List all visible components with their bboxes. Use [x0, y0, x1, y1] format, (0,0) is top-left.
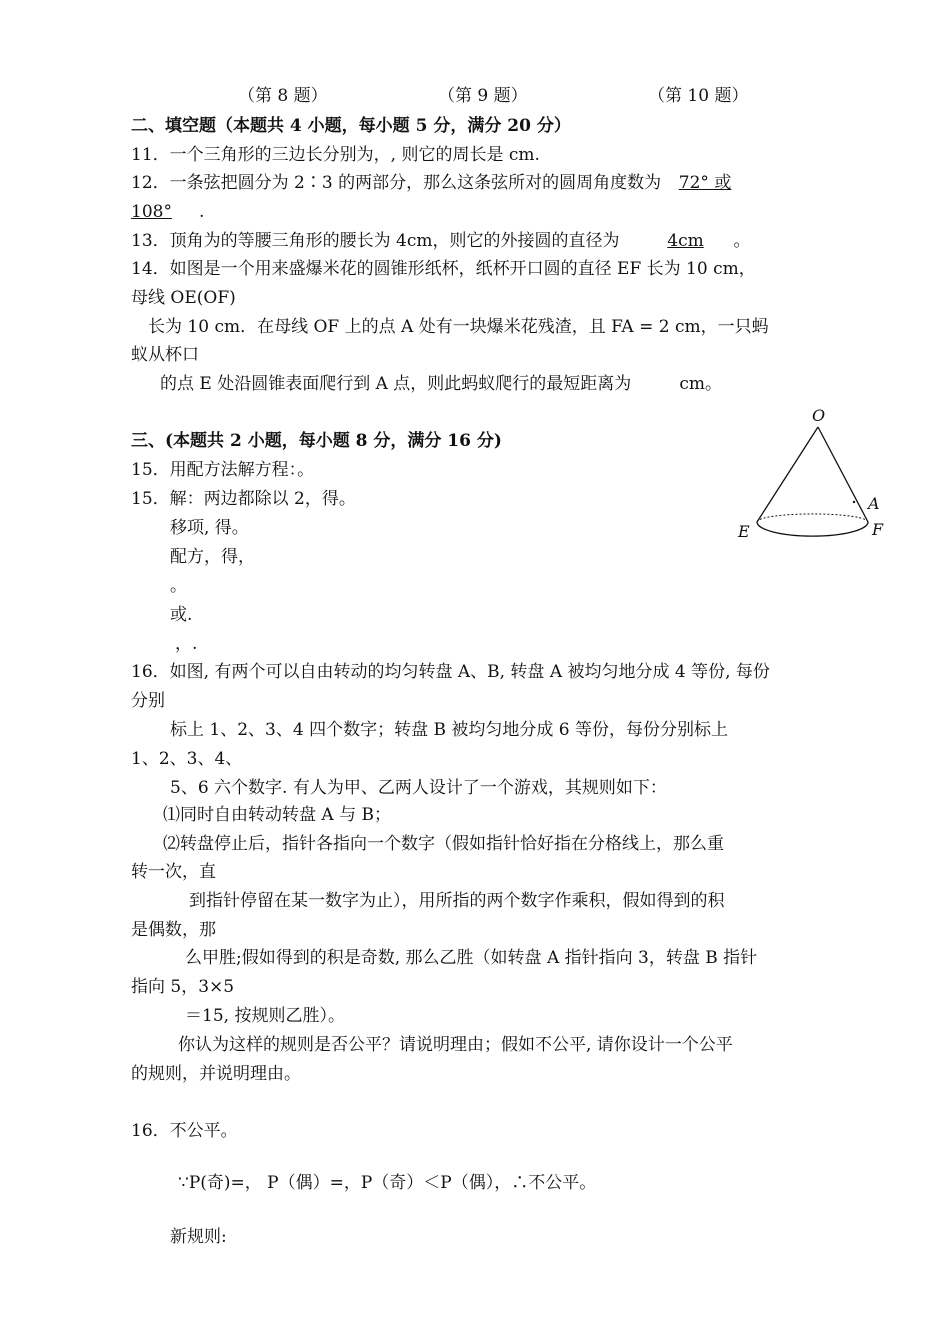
question-14-line2: 母线 OE(OF)	[131, 288, 236, 308]
solution-15-line5: 或.	[170, 605, 193, 625]
label-f: F	[872, 520, 884, 539]
question-13	[131, 230, 751, 252]
solution-15-line2: 移项, 得。	[170, 518, 249, 538]
question-12-cont	[131, 201, 204, 223]
caption-q10: （第 10 题）	[648, 86, 749, 106]
question-16-line4: 1、2、3、4、	[131, 749, 243, 769]
question-13-end: 。	[733, 231, 751, 251]
question-13-answer: 4cm	[667, 231, 704, 251]
question-12-end: .	[199, 202, 205, 222]
solution-16-line1: 16．不公平。	[131, 1121, 238, 1141]
question-12-text: 12．一条弦把圆分为 2∶3 的两部分，那么这条弦所对的圆周角度数为	[131, 173, 662, 193]
question-16-line2: 分别	[131, 691, 165, 711]
question-15: 15．用配方法解方程：。	[131, 460, 315, 480]
caption-q8: （第 8 题）	[238, 86, 328, 106]
question-14-unit: cm。	[679, 374, 722, 394]
question-16-line3: 标上 1、2、3、4 四个数字；转盘 B 被均匀地分成 6 等份，每份分别标上	[170, 720, 728, 740]
point-a-dot	[853, 501, 855, 503]
label-a: A	[868, 494, 880, 513]
solution-16-line3: 新规则:	[170, 1227, 227, 1247]
question-16-line8: 转一次，直	[131, 862, 216, 882]
solution-15-line1: 15．解：两边都除以 2，得。	[131, 489, 356, 509]
question-14-line1: 14．如图是一个用来盛爆米花的圆锥形纸杯，纸杯开口圆的直径 EF 长为 10 cm，	[131, 259, 756, 279]
question-16-line1: 16．如图, 有两个可以自由转动的均匀转盘 A、B, 转盘 A 被均匀地分成 4 等份, 每份	[131, 662, 770, 682]
question-12-answer-b: 108°	[131, 202, 172, 222]
question-16-line9: 到指针停留在某一数字为止），用所指的两个数字作乘积，假如得到的积	[189, 891, 725, 911]
question-16-line11: 么甲胜;假如得到的积是奇数, 那么乙胜（如转盘 A 指针指向 3，转盘 B 指针	[185, 948, 758, 968]
generatrix-oe	[757, 427, 818, 522]
solution-15-line3: 配方，得，	[170, 547, 255, 567]
label-o: O	[812, 406, 826, 425]
rim-back	[757, 514, 868, 522]
question-16-line14: 你认为这样的规则是否公平？请说明理由；假如不公平, 请你设计一个公平	[178, 1035, 733, 1055]
caption-q9: （第 9 题）	[438, 86, 528, 106]
solution-15-line6: ，.	[175, 634, 198, 654]
generatrix-of	[818, 427, 868, 522]
rim-front	[757, 522, 868, 536]
question-14-line5-text: 的点 E 处沿圆锥表面爬行到 A 点，则此蚂蚁爬行的最短距离为	[160, 374, 632, 394]
question-14-line5	[160, 373, 722, 395]
question-16-line13: ＝15, 按规则乙胜）。	[185, 1006, 345, 1026]
cone-figure	[730, 405, 900, 555]
question-12	[131, 172, 749, 194]
question-12-answer-a: 72° 或	[678, 173, 732, 193]
solution-16-line2: ∵P(奇)=， P（偶）=，P（奇）＜P（偶），∴不公平。	[178, 1173, 597, 1193]
solution-15-line4: 。	[170, 576, 187, 596]
question-16-line10: 是偶数，那	[131, 920, 216, 940]
question-13-text: 13．顶角为的等腰三角形的腰长为 4cm，则它的外接圆的直径为	[131, 231, 620, 251]
section3-heading: 三、(本题共 2 小题，每小题 8 分，满分 16 分)	[131, 431, 502, 451]
question-11: 11．一个三角形的三边长分别为，, 则它的周长是 cm.	[131, 145, 540, 165]
question-16-line6: ⑴同时自由转动转盘 A 与 B；	[163, 805, 391, 825]
label-e: E	[738, 522, 750, 541]
question-14-line4: 蚁从杯口	[131, 345, 199, 365]
question-16-line12: 指向 5，3×5	[131, 977, 235, 997]
question-16-line15: 的规则，并说明理由。	[131, 1064, 301, 1084]
section2-heading: 二、填空题（本题共 4 小题，每小题 5 分，满分 20 分）	[131, 116, 571, 136]
question-14-line3: 长为 10 cm．在母线 OF 上的点 A 处有一块爆米花残渣，且 FA = 2 cm，一只蚂	[148, 317, 769, 337]
question-16-line5: 5、6 六个数字. 有人为甲、乙两人设计了一个游戏，其规则如下：	[170, 778, 667, 798]
question-16-line7: ⑵转盘停止后，指针各指向一个数字（假如指针恰好指在分格线上，那么重	[163, 834, 724, 854]
